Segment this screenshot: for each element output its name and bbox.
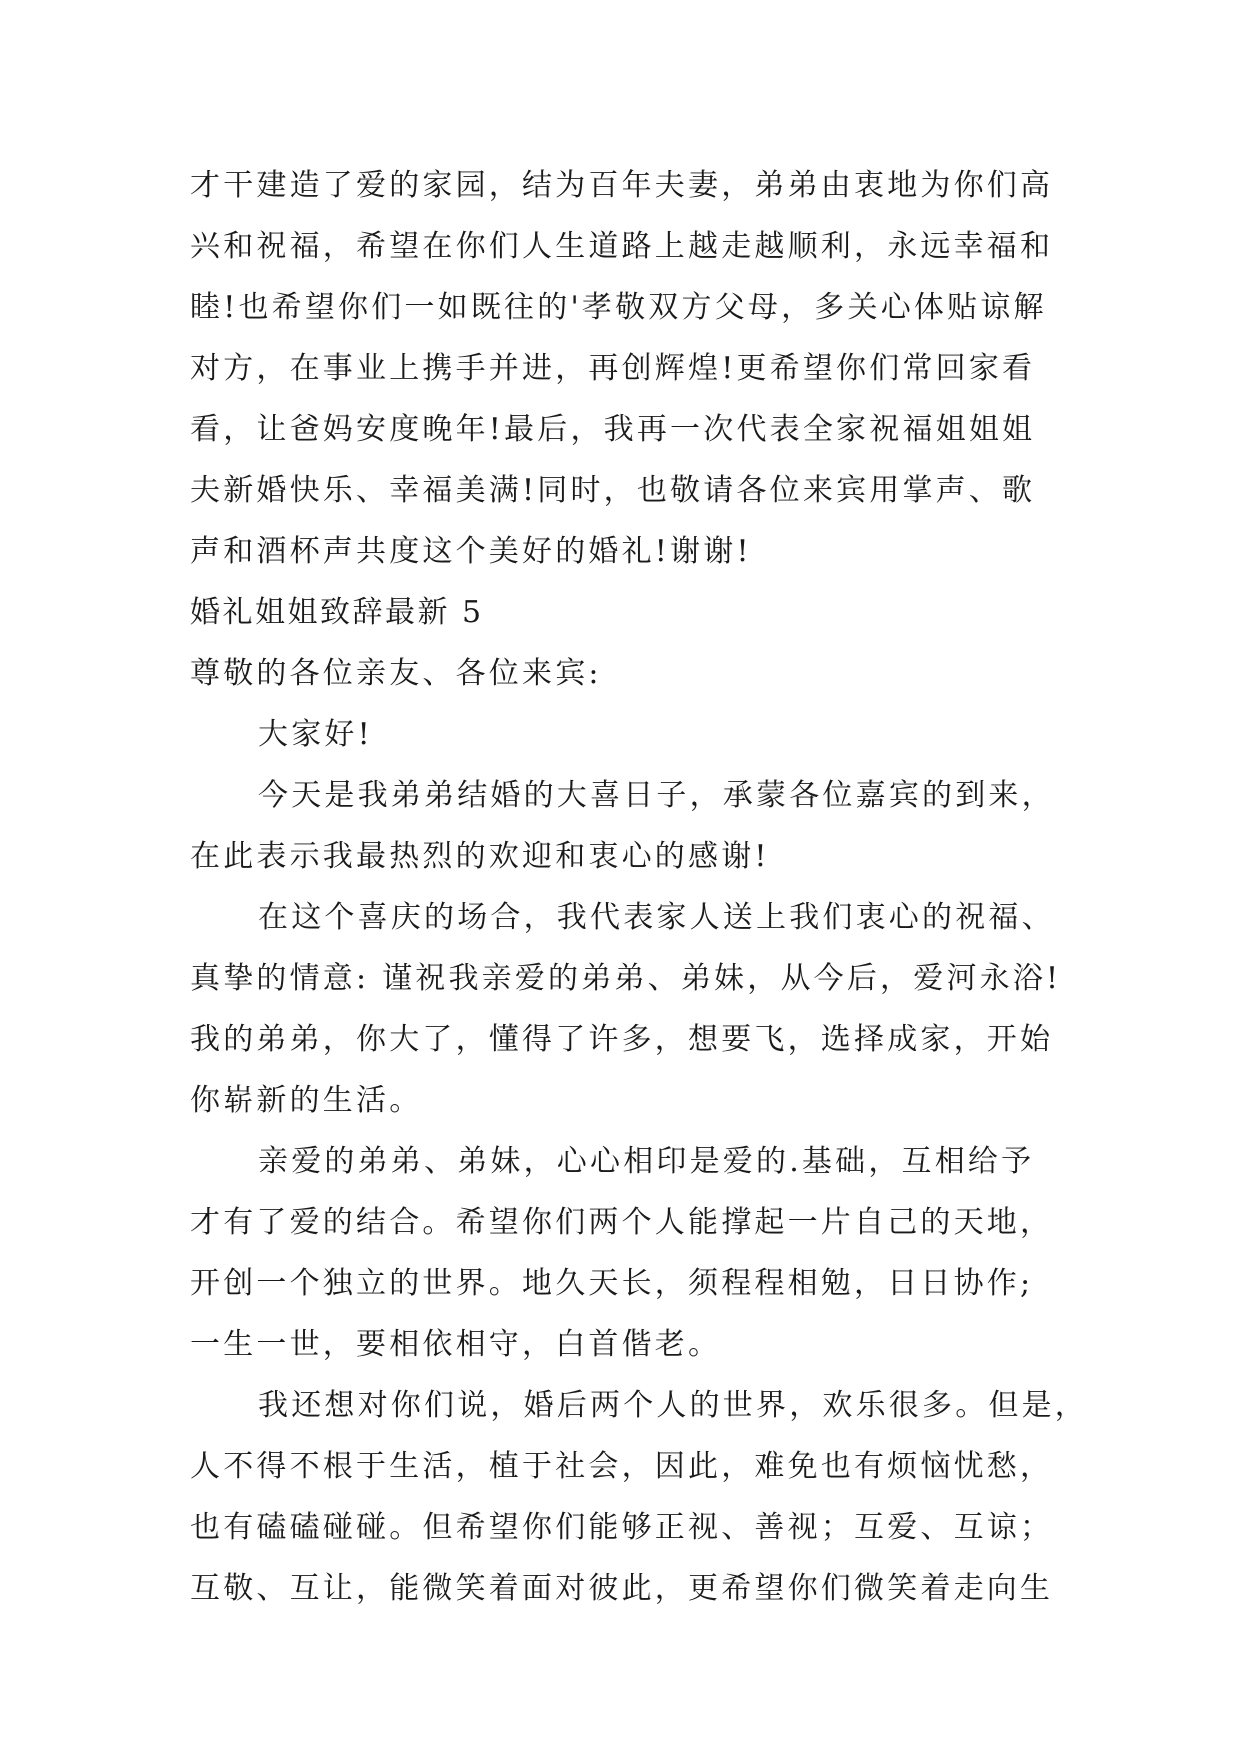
text-line: 也有磕磕碰碰。但希望你们能够正视、善视；互爱、互谅； bbox=[190, 1510, 1054, 1545]
text-line: 一生一世，要相依相守，白首偕老。 bbox=[190, 1327, 722, 1362]
text-line: 声和酒杯声共度这个美好的婚礼!谢谢! bbox=[190, 534, 752, 569]
text-line: 才有了爱的结合。希望你们两个人能撑起一片自己的天地， bbox=[190, 1205, 1054, 1240]
text-line: 夫新婚快乐、幸福美满!同时，也敬请各位来宾用掌声、歌 bbox=[190, 473, 1036, 508]
text-line: 互敬、互让，能微笑着面对彼此，更希望你们微笑着走向生 bbox=[190, 1571, 1054, 1606]
text-line: 你崭新的生活。 bbox=[190, 1083, 423, 1118]
text-line: 大家好! bbox=[258, 717, 373, 752]
text-line: 真挚的情意: 谨祝我亲爱的弟弟、弟妹，从今后，爱河永浴! bbox=[190, 961, 1062, 996]
text-line: 看，让爸妈安度晚年!最后，我再一次代表全家祝福姐姐姐 bbox=[190, 412, 1036, 447]
text-line: 兴和祝福，希望在你们人生道路上越走越顺利，永远幸福和 bbox=[190, 229, 1054, 264]
text-line: 我还想对你们说，婚后两个人的世界，欢乐很多。但是， bbox=[258, 1388, 1088, 1423]
text-line: 在此表示我最热烈的欢迎和衷心的感谢! bbox=[190, 839, 770, 874]
text-line: 才干建造了爱的家园，结为百年夫妻，弟弟由衷地为你们高 bbox=[190, 168, 1054, 203]
document-body bbox=[190, 155, 1088, 1619]
text-line: 我的弟弟，你大了，懂得了许多，想要飞，选择成家，开始 bbox=[190, 1022, 1054, 1057]
text-line: 开创一个独立的世界。地久天长，须程程相勉，日日协作; bbox=[190, 1266, 1034, 1301]
text-line: 尊敬的各位亲友、各位来宾: bbox=[190, 656, 602, 691]
text-line: 人不得不根于生活，植于社会，因此，难免也有烦恼忧愁， bbox=[190, 1449, 1054, 1484]
text-line: 对方，在事业上携手并进，再创辉煌!更希望你们常回家看 bbox=[190, 351, 1036, 386]
text-line: 在这个喜庆的场合，我代表家人送上我们衷心的祝福、 bbox=[258, 900, 1055, 935]
text-line: 亲爱的弟弟、弟妹，心心相印是爱的.基础，互相给予 bbox=[258, 1144, 1035, 1179]
text-line: 今天是我弟弟结婚的大喜日子，承蒙各位嘉宾的到来， bbox=[258, 778, 1055, 813]
text-line: 睦!也希望你们一如既往的'孝敬双方父母，多关心体贴谅解 bbox=[190, 290, 1047, 325]
section-heading: 婚礼姐姐致辞最新 5 bbox=[190, 595, 484, 630]
